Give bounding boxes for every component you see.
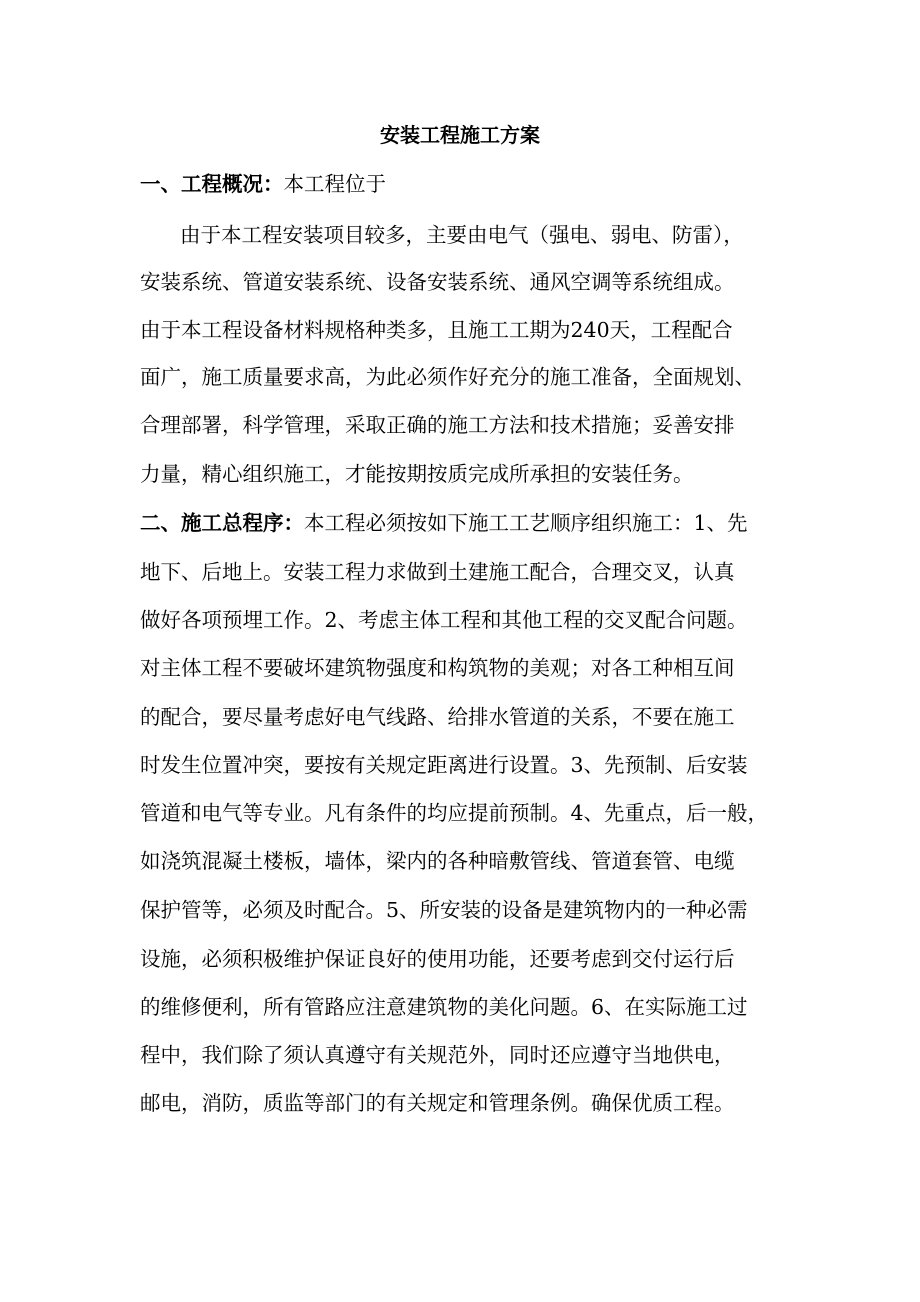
- section2-line-4: 的配合，要尽量考虑好电气线路、给排水管道的关系，不要在施工: [140, 705, 735, 729]
- section1-heading: 一、工程概况：: [140, 172, 284, 196]
- section2-line-9: 设施，必须积极维护保证良好的使用功能，还要考虑到交付运行后: [140, 947, 735, 971]
- section2-heading-line: [140, 508, 748, 538]
- document-title: 安装工程施工方案: [380, 123, 540, 147]
- section2-line-8: 保护管等，必须及时配合。5、所安装的设备是建筑物内的一种必需: [140, 898, 748, 922]
- section2-heading-rest: 本工程必须按如下施工工艺顺序组织施工：1、先: [304, 511, 748, 535]
- section1-line-2: 安装系统、管道安装系统、设备安装系统、通风空调等系统组成。: [140, 270, 735, 294]
- section2-line-12: 邮电，消防，质监等部门的有关规定和管理条例。确保优质工程。: [140, 1091, 735, 1115]
- section1-heading-rest: 本工程位于: [283, 172, 386, 196]
- section2-line-5: 时发生位置冲突，要按有关规定距离进行设置。3、先预制、后安装: [140, 753, 748, 777]
- section2-line-7: 如浇筑混凝土楼板，墙体，梁内的各种暗敷管线、管道套管、电缆: [140, 849, 735, 873]
- section2-line-11: 程中，我们除了须认真遵守有关规范外，同时还应遵守当地供电，: [140, 1043, 735, 1067]
- section1-line-1: 由于本工程安装项目较多，主要由电气（强电、弱电、防雷），: [180, 223, 744, 247]
- section1-line-4: 面广，施工质量要求高，为此必须作好充分的施工准备，全面规划、: [140, 365, 755, 389]
- section2-line-3: 对主体工程不要破坏建筑物强度和构筑物的美观；对各工种相互间: [140, 656, 735, 680]
- section2-line-10: 的维修便利，所有管路应注意建筑物的美化问题。6、在实际施工过: [140, 995, 748, 1019]
- section2-line-1: 地下、后地上。安装工程力求做到土建施工配合，合理交叉，认真: [140, 560, 735, 584]
- section1-heading-line: [140, 169, 386, 199]
- section2-heading: 二、施工总程序：: [140, 511, 304, 535]
- section2-line-6: 管道和电气等专业。凡有条件的均应提前预制。4、先重点，后一般，: [140, 801, 769, 825]
- section1-line-3: 由于本工程设备材料规格种类多，且施工工期为240天，工程配合: [140, 318, 733, 342]
- section2-line-2: 做好各项预埋工作。2、考虑主体工程和其他工程的交叉配合问题。: [140, 608, 748, 632]
- section1-line-6: 力量，精心组织施工，才能按期按质完成所承担的安装任务。: [140, 462, 694, 486]
- section1-line-5: 合理部署，科学管理，采取正确的施工方法和技术措施；妥善安排: [140, 413, 735, 437]
